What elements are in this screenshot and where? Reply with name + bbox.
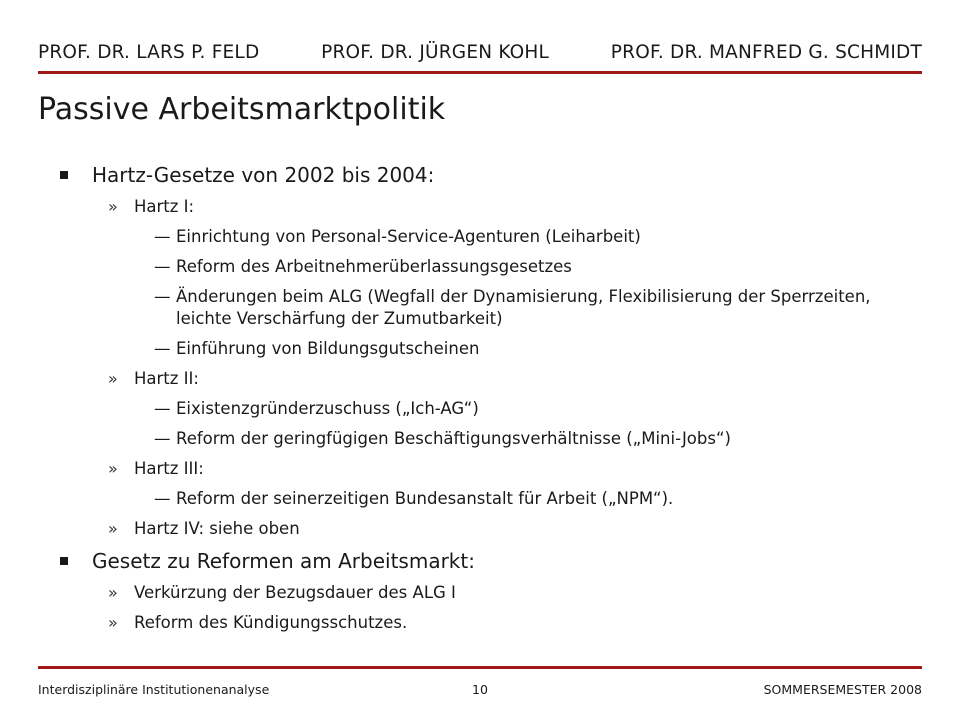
dash-bullet-icon: —: [154, 287, 171, 306]
semester-label: SOMMERSEMESTER 2008: [763, 682, 922, 697]
chevron-bullet-icon: »: [108, 459, 118, 478]
item-text: Reform der seinerzeitigen Bundesanstalt für Arbeit („NPM“).: [176, 489, 674, 508]
bullet-gesetz-reformen: [38, 548, 922, 574]
chevron-bullet-icon: »: [108, 519, 118, 538]
dash-bullet-icon: —: [154, 399, 171, 418]
author-header: [38, 42, 922, 63]
item-text: Einführung von Bildungsgutscheinen: [176, 339, 480, 358]
sub-bullet-hartz-3: [38, 458, 922, 480]
course-name: Interdisziplinäre Institutionenanalyse: [38, 682, 270, 697]
item-bildungsgutscheine: [38, 338, 922, 360]
bullet-hartz-gesetze: [38, 162, 922, 188]
item-ich-ag: [38, 398, 922, 420]
item-aenderungen-alg: [38, 286, 922, 330]
item-text: Eixistenzgründerzuschuss („Ich-AG“): [176, 399, 479, 418]
square-bullet-icon: [60, 557, 68, 565]
bullet-text: Gesetz zu Reformen am Arbeitsmarkt:: [92, 549, 475, 573]
item-personal-service: [38, 226, 922, 248]
author-1: PROF. DR. LARS P. FELD: [38, 42, 260, 63]
chevron-bullet-icon: »: [108, 613, 118, 632]
dash-bullet-icon: —: [154, 429, 171, 448]
sub-bullet-text: Verkürzung der Bezugsdauer des ALG I: [134, 583, 456, 602]
header-rule: [38, 71, 922, 74]
chevron-bullet-icon: »: [108, 369, 118, 388]
item-arbeitnehmerueberlassung: [38, 256, 922, 278]
sub-bullet-kuendigungsschutz: [38, 612, 922, 634]
bullet-text: Hartz-Gesetze von 2002 bis 2004:: [92, 163, 435, 187]
square-bullet-icon: [60, 171, 68, 179]
author-2: PROF. DR. JÜRGEN KOHL: [321, 42, 550, 63]
author-3: PROF. DR. MANFRED G. SCHMIDT: [610, 42, 922, 63]
dash-bullet-icon: —: [154, 489, 171, 508]
dash-bullet-icon: —: [154, 227, 171, 246]
slide-content: [38, 162, 922, 634]
item-text: Reform der geringfügigen Beschäftigungsverhältnisse („Mini-Jobs“): [176, 429, 731, 448]
sub-bullet-text: Hartz II:: [134, 369, 199, 388]
footer-rule: [38, 666, 922, 669]
sub-bullet-bezugsdauer: [38, 582, 922, 604]
item-bundesanstalt: [38, 488, 922, 510]
dash-bullet-icon: —: [154, 257, 171, 276]
chevron-bullet-icon: »: [108, 583, 118, 602]
sub-bullet-text: Hartz III:: [134, 459, 204, 478]
item-text: Änderungen beim ALG (Wegfall der Dynamisierung, Flexibilisierung der Sperrzeiten, leichte Verschärfung der Zumutbarkeit): [176, 287, 871, 328]
page-number: 10: [472, 682, 488, 697]
dash-bullet-icon: —: [154, 339, 171, 358]
item-mini-jobs: [38, 428, 922, 450]
item-text: Einrichtung von Personal-Service-Agenturen (Leiharbeit): [176, 227, 641, 246]
sub-bullet-text: Hartz IV: siehe oben: [134, 519, 300, 538]
slide-title: Passive Arbeitsmarktpolitik: [38, 92, 446, 127]
item-text: Reform des Arbeitnehmerüberlassungsgesetzes: [176, 257, 572, 276]
slide-footer: [38, 682, 922, 700]
sub-bullet-text: Reform des Kündigungsschutzes.: [134, 613, 408, 632]
sub-bullet-hartz-1: [38, 196, 922, 218]
sub-bullet-hartz-4: [38, 518, 922, 540]
sub-bullet-hartz-2: [38, 368, 922, 390]
sub-bullet-text: Hartz I:: [134, 197, 195, 216]
chevron-bullet-icon: »: [108, 197, 118, 216]
